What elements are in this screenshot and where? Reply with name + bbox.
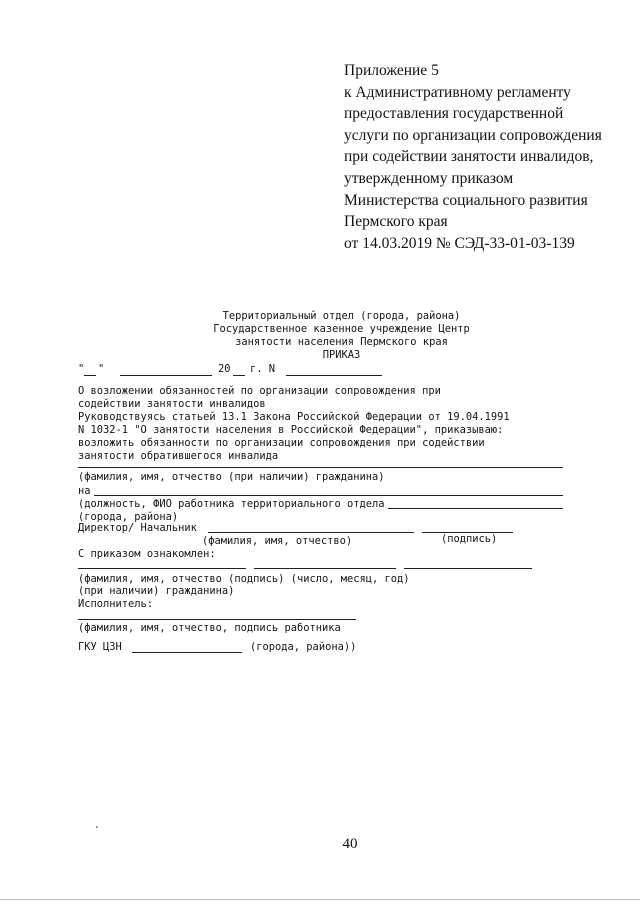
- acquainted-label: С приказом ознакомлен:: [78, 548, 216, 560]
- executor-label: Исполнитель:: [78, 598, 154, 610]
- gku-suffix: (города, района)): [250, 641, 357, 653]
- scan-edge-line: [0, 899, 640, 900]
- date-month-blank: [120, 375, 212, 376]
- appendix-line: от 14.03.2019 № СЭД-33-01-03-139: [344, 234, 575, 252]
- gku-city-blank: [132, 652, 242, 653]
- header-institution: Государственное казенное учреждение Центр: [213, 323, 470, 335]
- appendix-line: к Административному регламенту: [344, 83, 571, 101]
- header-department: Территориальный отдел (города, района): [222, 310, 461, 322]
- director-name-caption: (фамилия, имя, отчество): [202, 535, 353, 547]
- basis-line: Руководствуясь статьей 13.1 Закона Российской Федерации от 19.04.1991: [78, 411, 510, 423]
- acquainted-date-blank: [404, 568, 532, 569]
- appendix-line: утвержденному приказом: [344, 169, 514, 187]
- subject-line: содействии занятости инвалидов: [78, 398, 266, 410]
- date-day-blank: [84, 375, 96, 376]
- appendix-line: Приложение 5: [344, 62, 439, 79]
- director-name-blank: [208, 532, 414, 533]
- appendix-line: предоставления государственной: [344, 105, 564, 123]
- page-number: 40: [342, 836, 358, 852]
- basis-line: занятости обратившегося инвалида: [78, 450, 279, 462]
- appendix-line: Пермского края: [344, 213, 448, 231]
- executor-caption: (фамилия, имя, отчество, подпись работника: [78, 622, 341, 634]
- acquainted-name-blank: [78, 568, 246, 569]
- executor-blank: [78, 619, 356, 620]
- on-label: на: [78, 485, 91, 497]
- director-label: Директор/ Начальник: [78, 522, 197, 534]
- order-number-label: г. N: [250, 363, 276, 375]
- citizen-name-caption: (фамилия, имя, отчество (при наличии) гражданина): [78, 471, 385, 483]
- citizen-name-blank: [78, 467, 563, 468]
- gku-label: ГКУ ЦЗН: [78, 641, 122, 653]
- basis-line: возложить обязанности по организации сопровождения при содействии: [78, 437, 485, 449]
- director-signature-caption: (подпись): [441, 533, 498, 545]
- basis-line: N 1032-1 "О занятости населения в Российской Федерации", приказываю:: [78, 424, 504, 436]
- date-quote-close: ": [98, 363, 105, 375]
- employee-blank-continued: [388, 508, 563, 509]
- employee-blank: [94, 495, 563, 496]
- appendix-block: [344, 60, 634, 254]
- acquainted-signature-blank: [254, 568, 396, 569]
- header-employment-center: занятости населения Пермского края: [235, 336, 448, 348]
- acquainted-caption: (при наличии) гражданина): [78, 585, 235, 597]
- order-number-blank: [286, 375, 382, 376]
- date-quote-open: ": [78, 363, 85, 375]
- employee-position-caption: (города, района): [78, 511, 179, 523]
- order-title: ПРИКАЗ: [322, 349, 361, 361]
- appendix-line: при содействии занятости инвалидов,: [344, 148, 594, 166]
- scan-speck: [96, 826, 98, 828]
- date-year-blank: [233, 375, 245, 376]
- appendix-line: услуги по организации сопровождения: [344, 126, 602, 144]
- acquainted-caption: (фамилия, имя, отчество (подпись) (число, месяц, год): [78, 573, 410, 585]
- subject-line: О возложении обязанностей по организации сопровождения при: [78, 385, 441, 397]
- employee-position-caption: (должность, ФИО работника территориального отдела: [78, 498, 385, 510]
- appendix-line: Министерства социального развития: [344, 191, 588, 209]
- date-year-prefix: 20: [218, 363, 231, 375]
